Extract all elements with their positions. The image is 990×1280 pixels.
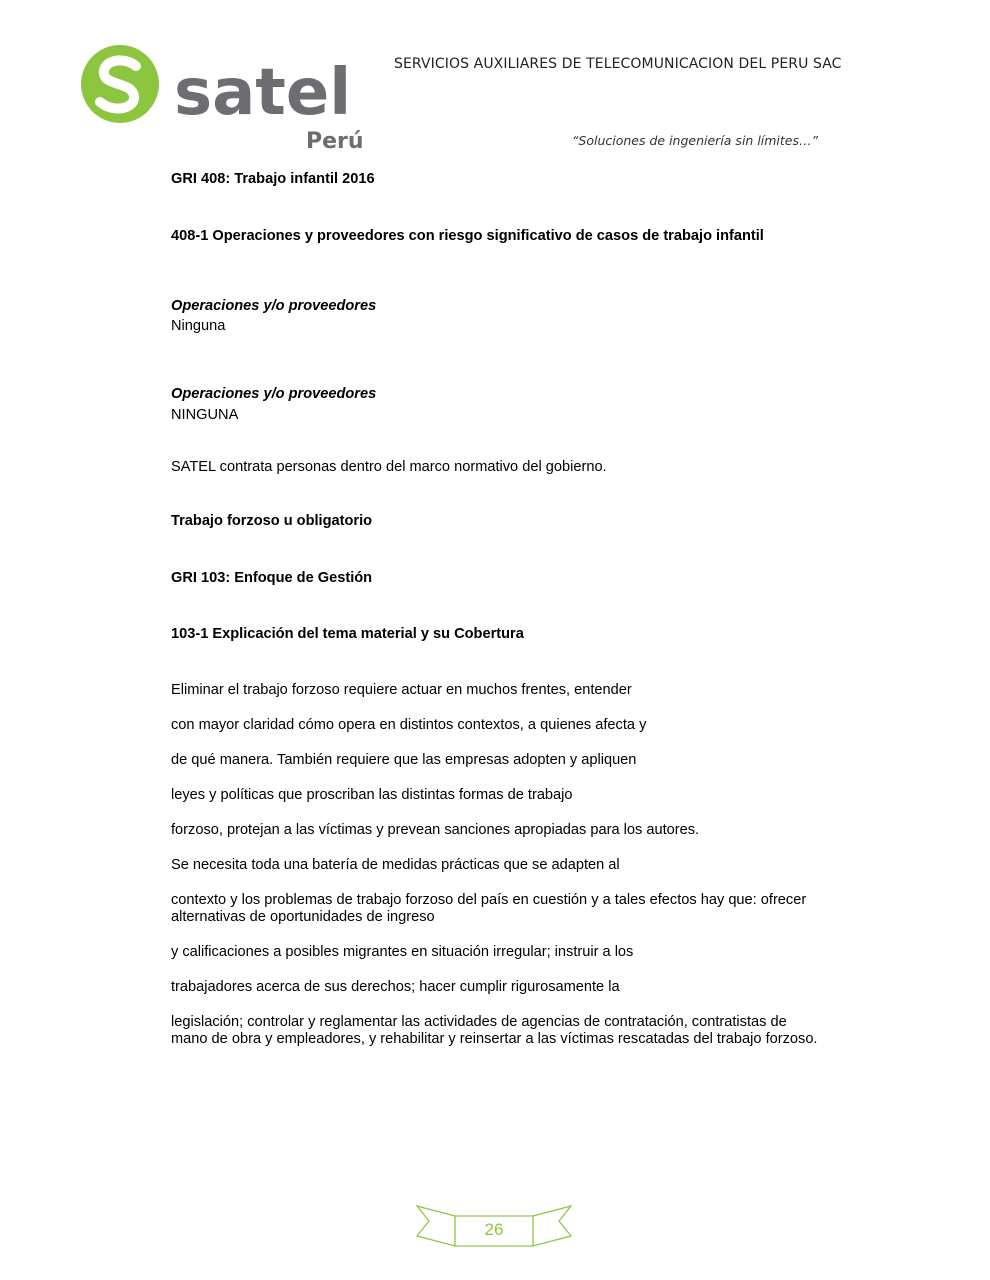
logo-subtext: Perú	[306, 129, 364, 154]
heading-gri-408: GRI 408: Trabajo infantil 2016	[171, 171, 375, 187]
body-line: Eliminar el trabajo forzoso requiere actuar en muchos frentes, entender	[171, 682, 632, 698]
value-ninguna-2: NINGUNA	[171, 407, 239, 423]
body-line: y calificaciones a posibles migrantes en situación irregular; instruir a los	[171, 944, 634, 960]
page-number: 26	[484, 1220, 504, 1239]
heading-gri-103: GRI 103: Enfoque de Gestión	[171, 570, 373, 586]
body-line: de qué manera. También requiere que las empresas adopten y apliquen	[171, 752, 637, 768]
body-line: trabajadores acerca de sus derechos; hacer cumplir rigurosamente la	[171, 979, 620, 995]
satel-logo	[80, 44, 370, 154]
body-line: forzoso, protejan a las víctimas y prevean sanciones apropiadas para los autores.	[171, 822, 700, 838]
body-line: legislación; controlar y reglamentar las actividades de agencias de contratación, contratistas de mano de obra y empleadores, y rehabilitar y reinsertar a las víctimas rescatadas del trabajo forzoso.	[171, 1014, 818, 1047]
heading-408-1: 408-1 Operaciones y proveedores con riesgo significativo de casos de trabajo infantil	[171, 228, 764, 244]
company-name: SERVICIOS AUXILIARES DE TELECOMUNICACION DEL PERU SAC	[394, 56, 842, 72]
body-line: con mayor claridad cómo opera en distintos contextos, a quienes afecta y	[171, 717, 647, 733]
subheading-operaciones-1: Operaciones y/o proveedores	[171, 298, 377, 314]
paragraph-satel: SATEL contrata personas dentro del marco normativo del gobierno.	[171, 459, 607, 475]
body-line: Se necesita toda una batería de medidas prácticas que se adapten al	[171, 857, 620, 873]
subheading-operaciones-2: Operaciones y/o proveedores	[171, 386, 377, 402]
body-line: leyes y políticas que proscriban las distintas formas de trabajo	[171, 787, 573, 803]
body-line: contexto y los problemas de trabajo forzoso del país en cuestión y a tales efectos hay que: ofrecer alternativas de oportunidades de ingreso	[171, 892, 807, 925]
slogan: “Soluciones de ingeniería sin límites…”	[571, 133, 818, 148]
heading-trabajo-forzoso: Trabajo forzoso u obligatorio	[171, 513, 373, 529]
logo-wordmark: satel	[174, 56, 352, 130]
satel-logo-graphic	[80, 44, 370, 154]
heading-103-1: 103-1 Explicación del tema material y su Cobertura	[171, 626, 524, 642]
value-ninguna-1: Ninguna	[171, 318, 226, 334]
